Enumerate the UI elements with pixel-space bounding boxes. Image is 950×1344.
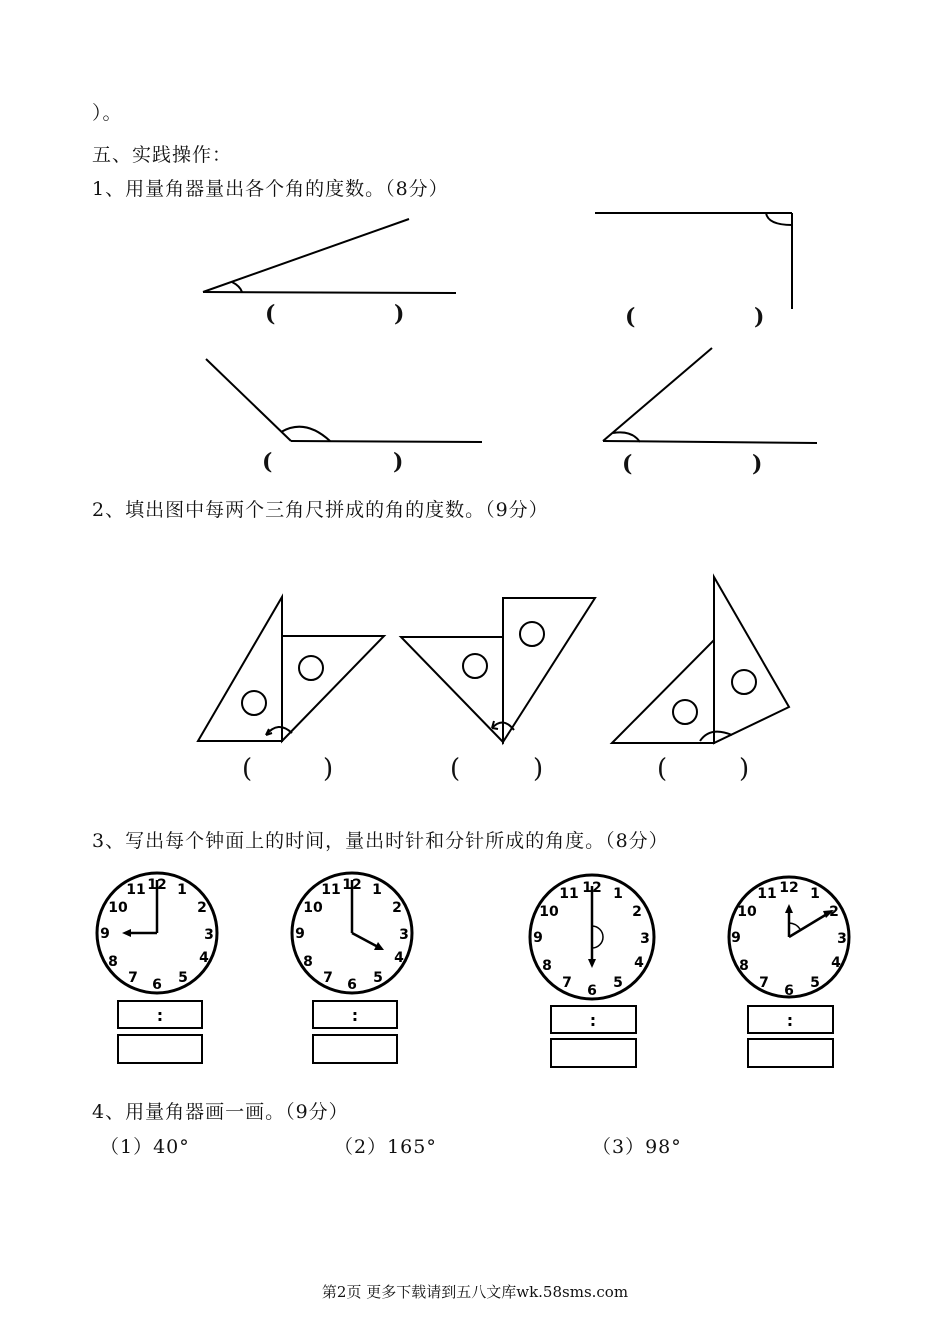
clock-number: 11: [321, 882, 341, 898]
q4-item-1: （1）40°: [100, 1136, 190, 1158]
q1-angle-2: [595, 213, 792, 309]
clock-number: 3: [204, 927, 214, 943]
clock-number: 4: [831, 955, 841, 971]
clock-number: 4: [634, 955, 644, 971]
clock-number: 8: [108, 954, 118, 970]
clock-number: 12: [779, 880, 799, 896]
clock-number: 2: [829, 904, 839, 920]
clock-number: 8: [739, 958, 749, 974]
q2-figure-1: [198, 597, 384, 741]
q2-text: 2、填出图中每两个三角尺拼成的角的度数。（9分）: [92, 499, 549, 521]
clock-number: 11: [559, 886, 579, 902]
clock-number: 7: [562, 975, 572, 991]
q4-item-2: （2）165°: [334, 1136, 437, 1158]
q2-answer-open-1: (: [242, 754, 253, 784]
top-fragment: ）。: [92, 102, 123, 124]
q1-answer-open-2: (: [625, 304, 636, 330]
q3-text: 3、写出每个钟面上的时间，量出时针和分针所成的角度。（8分）: [92, 830, 669, 852]
q2-figure-3: [612, 577, 789, 743]
q2-answer-open-2: (: [450, 754, 461, 784]
clock-number: 3: [399, 927, 409, 943]
q1-answer-close-1: ): [394, 301, 405, 327]
clock-number: 8: [542, 958, 552, 974]
q2-figure-2: [401, 598, 595, 742]
clock-number: 9: [533, 930, 543, 946]
q1-answer-open-1: (: [265, 301, 276, 327]
clock-number: 6: [587, 983, 597, 999]
clock-number: 5: [373, 970, 383, 986]
clock-number: 11: [126, 882, 146, 898]
clock-number: 10: [108, 900, 128, 916]
clock-4-time-colon: :: [786, 1011, 794, 1030]
clock-number: 6: [347, 977, 357, 993]
clock-number: 12: [147, 877, 167, 893]
clock-number: 1: [613, 886, 623, 902]
clock-number: 7: [759, 975, 769, 991]
q1-text: 1、用量角器量出各个角的度数。（8分）: [92, 178, 449, 200]
clock-number: 10: [539, 904, 559, 920]
page-footer: 第2页 更多下载请到五八文库wk.58sms.com: [321, 1283, 629, 1301]
clock-number: 12: [582, 880, 602, 896]
q1-answer-open-4: (: [622, 451, 633, 477]
clock-number: 3: [837, 931, 847, 947]
clock-number: 4: [199, 950, 209, 966]
q1-answer-close-4: ): [752, 451, 763, 477]
clock-number: 12: [342, 877, 362, 893]
clock-number: 9: [731, 930, 741, 946]
clock-number: 1: [810, 886, 820, 902]
clock-number: 8: [303, 954, 313, 970]
clock-number: 6: [152, 977, 162, 993]
clock-number: 7: [128, 970, 138, 986]
q4-item-3: （3）98°: [592, 1136, 682, 1158]
clock-number: 9: [100, 926, 110, 942]
q2-answer-open-3: (: [657, 754, 668, 784]
clock-number: 10: [303, 900, 323, 916]
clock-number: 1: [372, 882, 382, 898]
clock-3-time-colon: :: [589, 1011, 597, 1030]
clock-2-time-colon: :: [351, 1006, 359, 1025]
clock-number: 3: [640, 931, 650, 947]
q1-answer-close-2: ): [754, 304, 765, 330]
clock-number: 4: [394, 950, 404, 966]
q2-answer-close-1: ): [323, 754, 334, 784]
q2-answer-close-2: ): [533, 754, 544, 784]
clock-number: 10: [737, 904, 757, 920]
clock-number: 7: [323, 970, 333, 986]
q1-angle-4: [603, 348, 817, 443]
clock-number: 2: [392, 900, 402, 916]
clock-1-time-colon: :: [156, 1006, 164, 1025]
clock-number: 9: [295, 926, 305, 942]
clock-number: 5: [810, 975, 820, 991]
clock-number: 2: [632, 904, 642, 920]
clock-number: 1: [177, 882, 187, 898]
clock-number: 5: [613, 975, 623, 991]
clock-number: 6: [784, 983, 794, 999]
clock-number: 11: [757, 886, 777, 902]
q1-answer-open-3: (: [262, 449, 273, 475]
q2-answer-close-3: ): [739, 754, 750, 784]
clock-number: 5: [178, 970, 188, 986]
q1-answer-close-3: ): [393, 449, 404, 475]
clock-number: 2: [197, 900, 207, 916]
q4-text: 4、用量角器画一画。（9分）: [92, 1101, 349, 1123]
section-title: 五、实践操作：: [92, 144, 233, 166]
q1-angle-3: [206, 359, 482, 442]
q1-angle-1: [203, 219, 456, 293]
